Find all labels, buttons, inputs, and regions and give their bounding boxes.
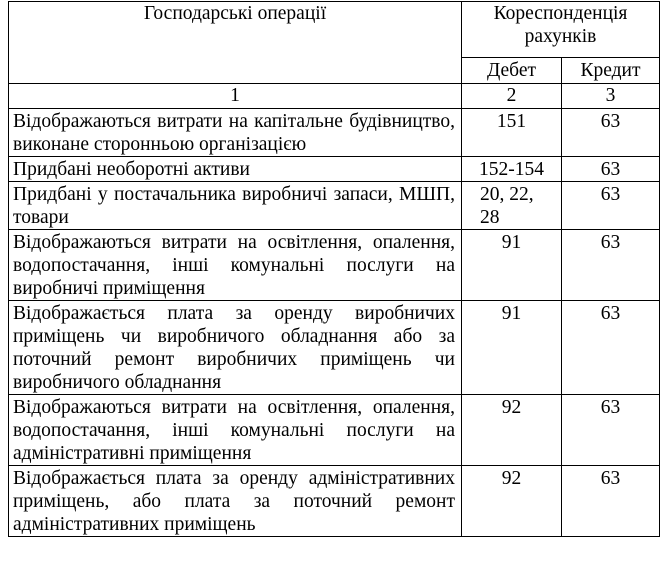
header-credit: Кредит [562,58,660,84]
operation-cell: Відображаються витрати на освітлення, опалення, водопостачання, інші комунальні послуги на виробничі приміщення [9,230,462,301]
credit-cell: 63 [562,395,660,466]
operation-cell: Відображається плата за оренду адміністративних приміщень, або плата за поточний ремонт адміністративних приміщень [9,466,462,537]
accounting-entries-table [8,1,660,537]
header-operations: Господарські операції [9,2,462,84]
operation-cell: Відображається плата за оренду виробничих приміщень чи виробничого обладнання або за поточний ремонт виробничих приміщень чи виробничого обладнання [9,301,462,395]
debit-cell: 151 [462,109,562,157]
column-number-1: 1 [9,84,462,109]
credit-cell: 63 [562,301,660,395]
table-row [9,230,660,301]
debit-cell: 92 [462,395,562,466]
table-row [9,109,660,157]
operation-cell: Придбані у постачальника виробничі запаси, МШП, товари [9,182,462,230]
table-row [9,395,660,466]
credit-cell: 63 [562,466,660,537]
debit-cell: 152-154 [462,157,562,182]
column-number-2: 2 [462,84,562,109]
credit-cell: 63 [562,157,660,182]
debit-cell: 91 [462,301,562,395]
table-row [9,157,660,182]
operation-cell: Придбані необоротні активи [9,157,462,182]
table-row [9,301,660,395]
header-debit: Дебет [462,58,562,84]
table-row [9,182,660,230]
credit-cell: 63 [562,109,660,157]
operation-cell: Відображаються витрати на освітлення, опалення, водопостачання, інші комунальні послуги на адміністративні приміщення [9,395,462,466]
column-number-row [9,84,660,109]
debit-cell: 92 [462,466,562,537]
debit-cell: 91 [462,230,562,301]
column-number-3: 3 [562,84,660,109]
credit-cell: 63 [562,182,660,230]
table-row [9,466,660,537]
header-correspondence: Кореспонденція рахунків [462,2,660,58]
operation-cell: Відображаються витрати на капітальне будівництво, виконане сторонньою організацією [9,109,462,157]
debit-cell: 20, 22, 28 [462,182,562,230]
credit-cell: 63 [562,230,660,301]
